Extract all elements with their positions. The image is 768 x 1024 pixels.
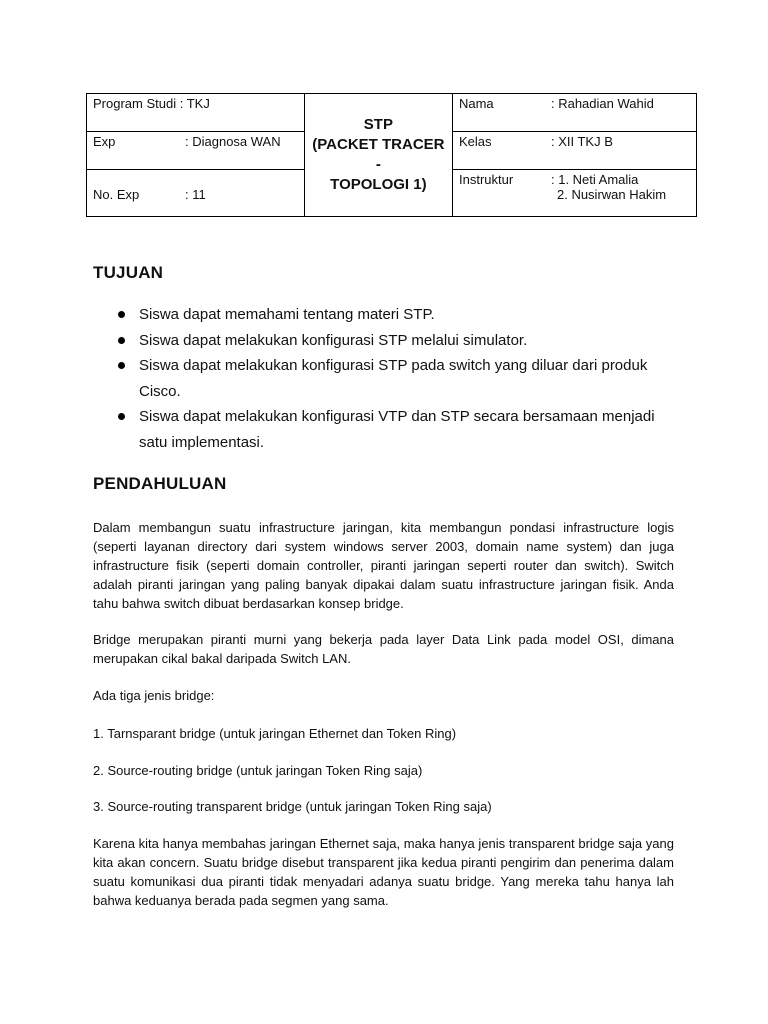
tujuan-heading: TUJUAN [93,263,164,282]
kelas-cell [452,132,696,170]
list-item: Siswa dapat melakukan konfigurasi STP melalui simulator. [93,328,673,354]
title-line-2: (PACKET TRACER - [312,136,445,173]
program-value: : TKJ [179,96,210,111]
paragraph: Ada tiga jenis bridge: [93,688,215,703]
noexp-label: No. Exp [93,186,140,202]
program-cell [87,94,305,132]
list-item: Siswa dapat melakukan konfigurasi VTP dan STP secara bersamaan menjadi satu implementasi. [93,404,673,455]
exp-label: Exp [93,134,116,149]
program-label: Program Studi [93,96,177,111]
nama-label: Nama [458,96,494,111]
exp-cell [87,132,305,170]
paragraph: Dalam membangun suatu infrastructure jaringan, kita membangun pondasi infrastructure logis (seperti layanan directory dari system windows server 2003, domain name system) dan juga infrastructure fisik (seperti domain controller, piranti jaringan seperti router dan switch). Switch adalah piranti jaringan yang paling banyak dipakai dalam suatu infrastructure jaringan fisik. Anda tahu bahwa switch dibuat berdasarkan konsep bridge. [93,520,674,611]
kelas-value: : XII TKJ B [550,134,613,149]
nama-cell [452,94,696,132]
title-cell [304,94,452,217]
paragraph: 2. Source-routing bridge (untuk jaringan Token Ring saja) [93,763,423,778]
noexp-value: : 11 [185,186,206,202]
instruktur-cell [452,170,696,217]
title-line-1: STP [363,116,393,133]
exp-value: : Diagnosa WAN [185,134,281,149]
paragraph: 1. Tarnsparant bridge (untuk jaringan Ethernet dan Token Ring) [93,726,457,741]
title-line-3: TOPOLOGI 1) [330,176,427,193]
pendahuluan-heading: PENDAHULUAN [93,474,227,493]
instruktur-label: Instruktur [458,172,514,187]
list-item: Siswa dapat memahami tentang materi STP. [93,302,673,328]
instruktur-value-1: : 1. Neti Amalia [550,172,639,187]
paragraph: Bridge merupakan piranti murni yang bekerja pada layer Data Link pada model OSI, dimana merupakan cikal bakal daripada Switch LAN. [93,632,674,666]
nama-value: : Rahadian Wahid [550,96,654,111]
kelas-label: Kelas [458,134,492,149]
noexp-cell [87,170,305,217]
list-item: Siswa dapat melakukan konfigurasi STP pada switch yang diluar dari produk Cisco. [93,353,673,404]
tujuan-list [93,302,673,455]
instruktur-value-2: 2. Nusirwan Hakim [556,187,667,202]
header-table [86,93,697,217]
paragraph: Karena kita hanya membahas jaringan Ethernet saja, maka hanya jenis transparent bridge saja yang kita akan concern. Suatu bridge disebut transparent jika kedua piranti pengirim dan penerima dalam suatu komunikasi dua piranti tidak menyadari adanya suatu bridge. Yang mereka tahu hanya lah bahwa keduanya berada pada segmen yang sama. [93,836,674,908]
paragraph: 3. Source-routing transparent bridge (untuk jaringan Token Ring saja) [93,799,492,814]
